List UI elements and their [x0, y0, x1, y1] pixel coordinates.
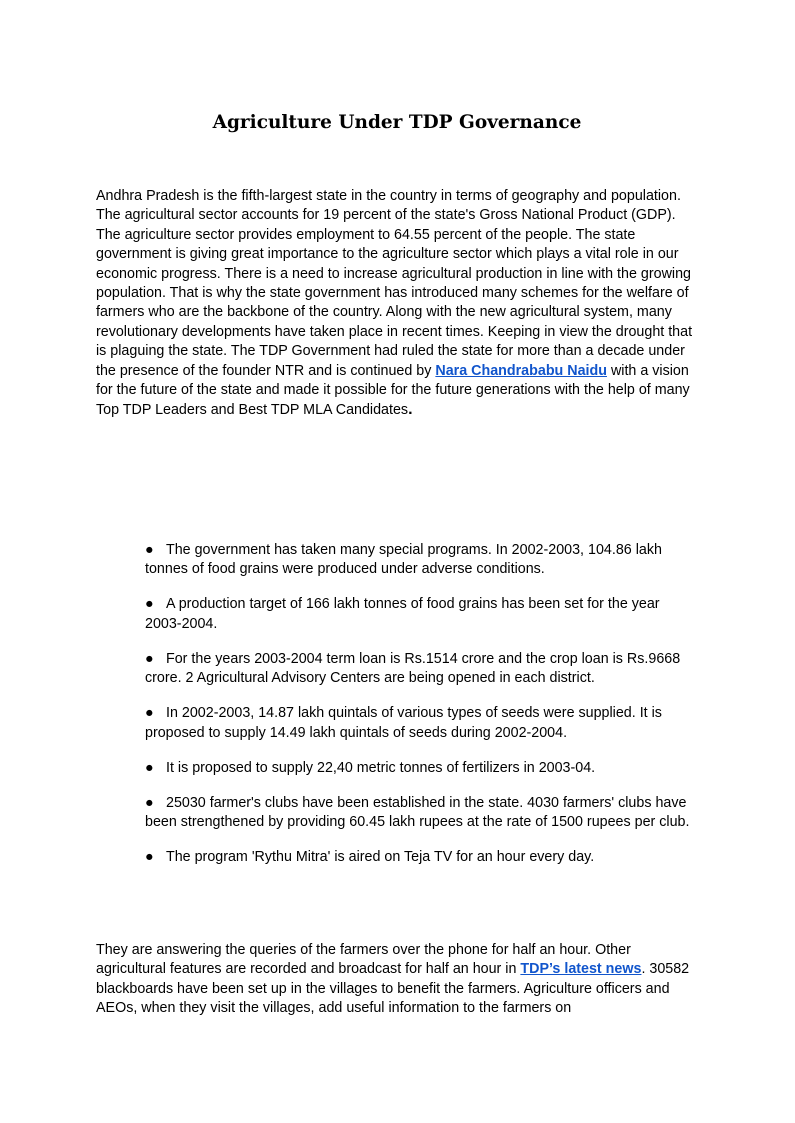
achievements-list [145, 541, 698, 883]
list-item [145, 704, 698, 743]
intro-end-mark: . [408, 401, 413, 419]
list-item [145, 759, 698, 778]
list-item-text: 25030 farmer's clubs have been established in the state. 4030 farmers' clubs have been strengthened by providing 60.45 lakh rupees at the rate of 1500 rupees per club. [145, 794, 690, 831]
list-item [145, 595, 698, 634]
list-item [145, 541, 698, 580]
nara-chandrababu-naidu-link[interactable]: Nara Chandrababu Naidu [435, 362, 607, 379]
outro-text-end: . 30582 blackboards have been set up in the villages to benefit the farmers. Agriculture officers and AEOs, when they visit the villages, add useful information to the farmers on [96, 961, 690, 1017]
list-item-text: In 2002-2003, 14.87 lakh quintals of various types of seeds were supplied. It is proposed to supply 14.49 lakh quintals of seeds during 2002-2004. [145, 705, 662, 741]
bullet-icon: ● [145, 650, 154, 667]
bullet-icon: ● [145, 759, 154, 776]
page-title: Agriculture Under TDP Governance [212, 112, 582, 133]
bullet-icon: ● [145, 705, 154, 722]
outro-text-start: They are answering the queries of the farmers over the phone for half an hour. Other agricultural features are recorded and broadcast for half an hour in [96, 942, 631, 978]
tdp-latest-news-link[interactable]: TDP’s latest news [520, 961, 642, 978]
list-item-text: A production target of 166 lakh tonnes of food grains has been set for the year 2003-2004. [145, 596, 660, 632]
list-item-text: It is proposed to supply 22,40 metric tonnes of fertilizers in 2003-04. [166, 759, 596, 776]
list-item [145, 794, 698, 833]
list-item [145, 848, 698, 867]
list-item [145, 650, 698, 689]
closing-paragraph [96, 941, 698, 1019]
list-item-text: For the years 2003-2004 term loan is Rs.1514 crore and the crop loan is Rs.9668 crore. 2 Agricultural Advisory Centers are being opened in each district. [145, 650, 681, 687]
list-item-text: The government has taken many special programs. In 2002-2003, 104.86 lakh tonnes of food grains were produced under adverse conditions. [145, 542, 662, 578]
bullet-icon: ● [145, 794, 154, 811]
list-item-text: The program 'Rythu Mitra' is aired on Teja TV for an hour every day. [166, 849, 595, 866]
bullet-icon: ● [145, 849, 154, 866]
bullet-icon: ● [145, 596, 154, 613]
bullet-icon: ● [145, 542, 154, 558]
intro-paragraph [96, 187, 698, 421]
intro-text-end: with a vision for the future of the state and made it possible for the future generations with the help of many Top TDP Leaders and Best TDP MLA Candidates [96, 362, 690, 419]
intro-text-start: Andhra Pradesh is the fifth-largest state in the country in terms of geography and population. The agricultural sector accounts for 19 percent of the state's Gross National Product (GDP). The agriculture sector provides employment to 64.55 percent of the people. The state government is giving great importance to the agriculture sector which plays a vital role in our economic progress. There is a need to increase agricultural production in line with the growing population. That is why the state government has introduced many schemes for the welfare of farmers who are the backbone of the country. Along with the new agricultural system, many revolutionary developments have taken place in recent times. Keeping in view the drought that is plaguing the state. The TDP Government had ruled the state for more than a decade under the presence of the founder NTR and is continued by [96, 188, 693, 379]
